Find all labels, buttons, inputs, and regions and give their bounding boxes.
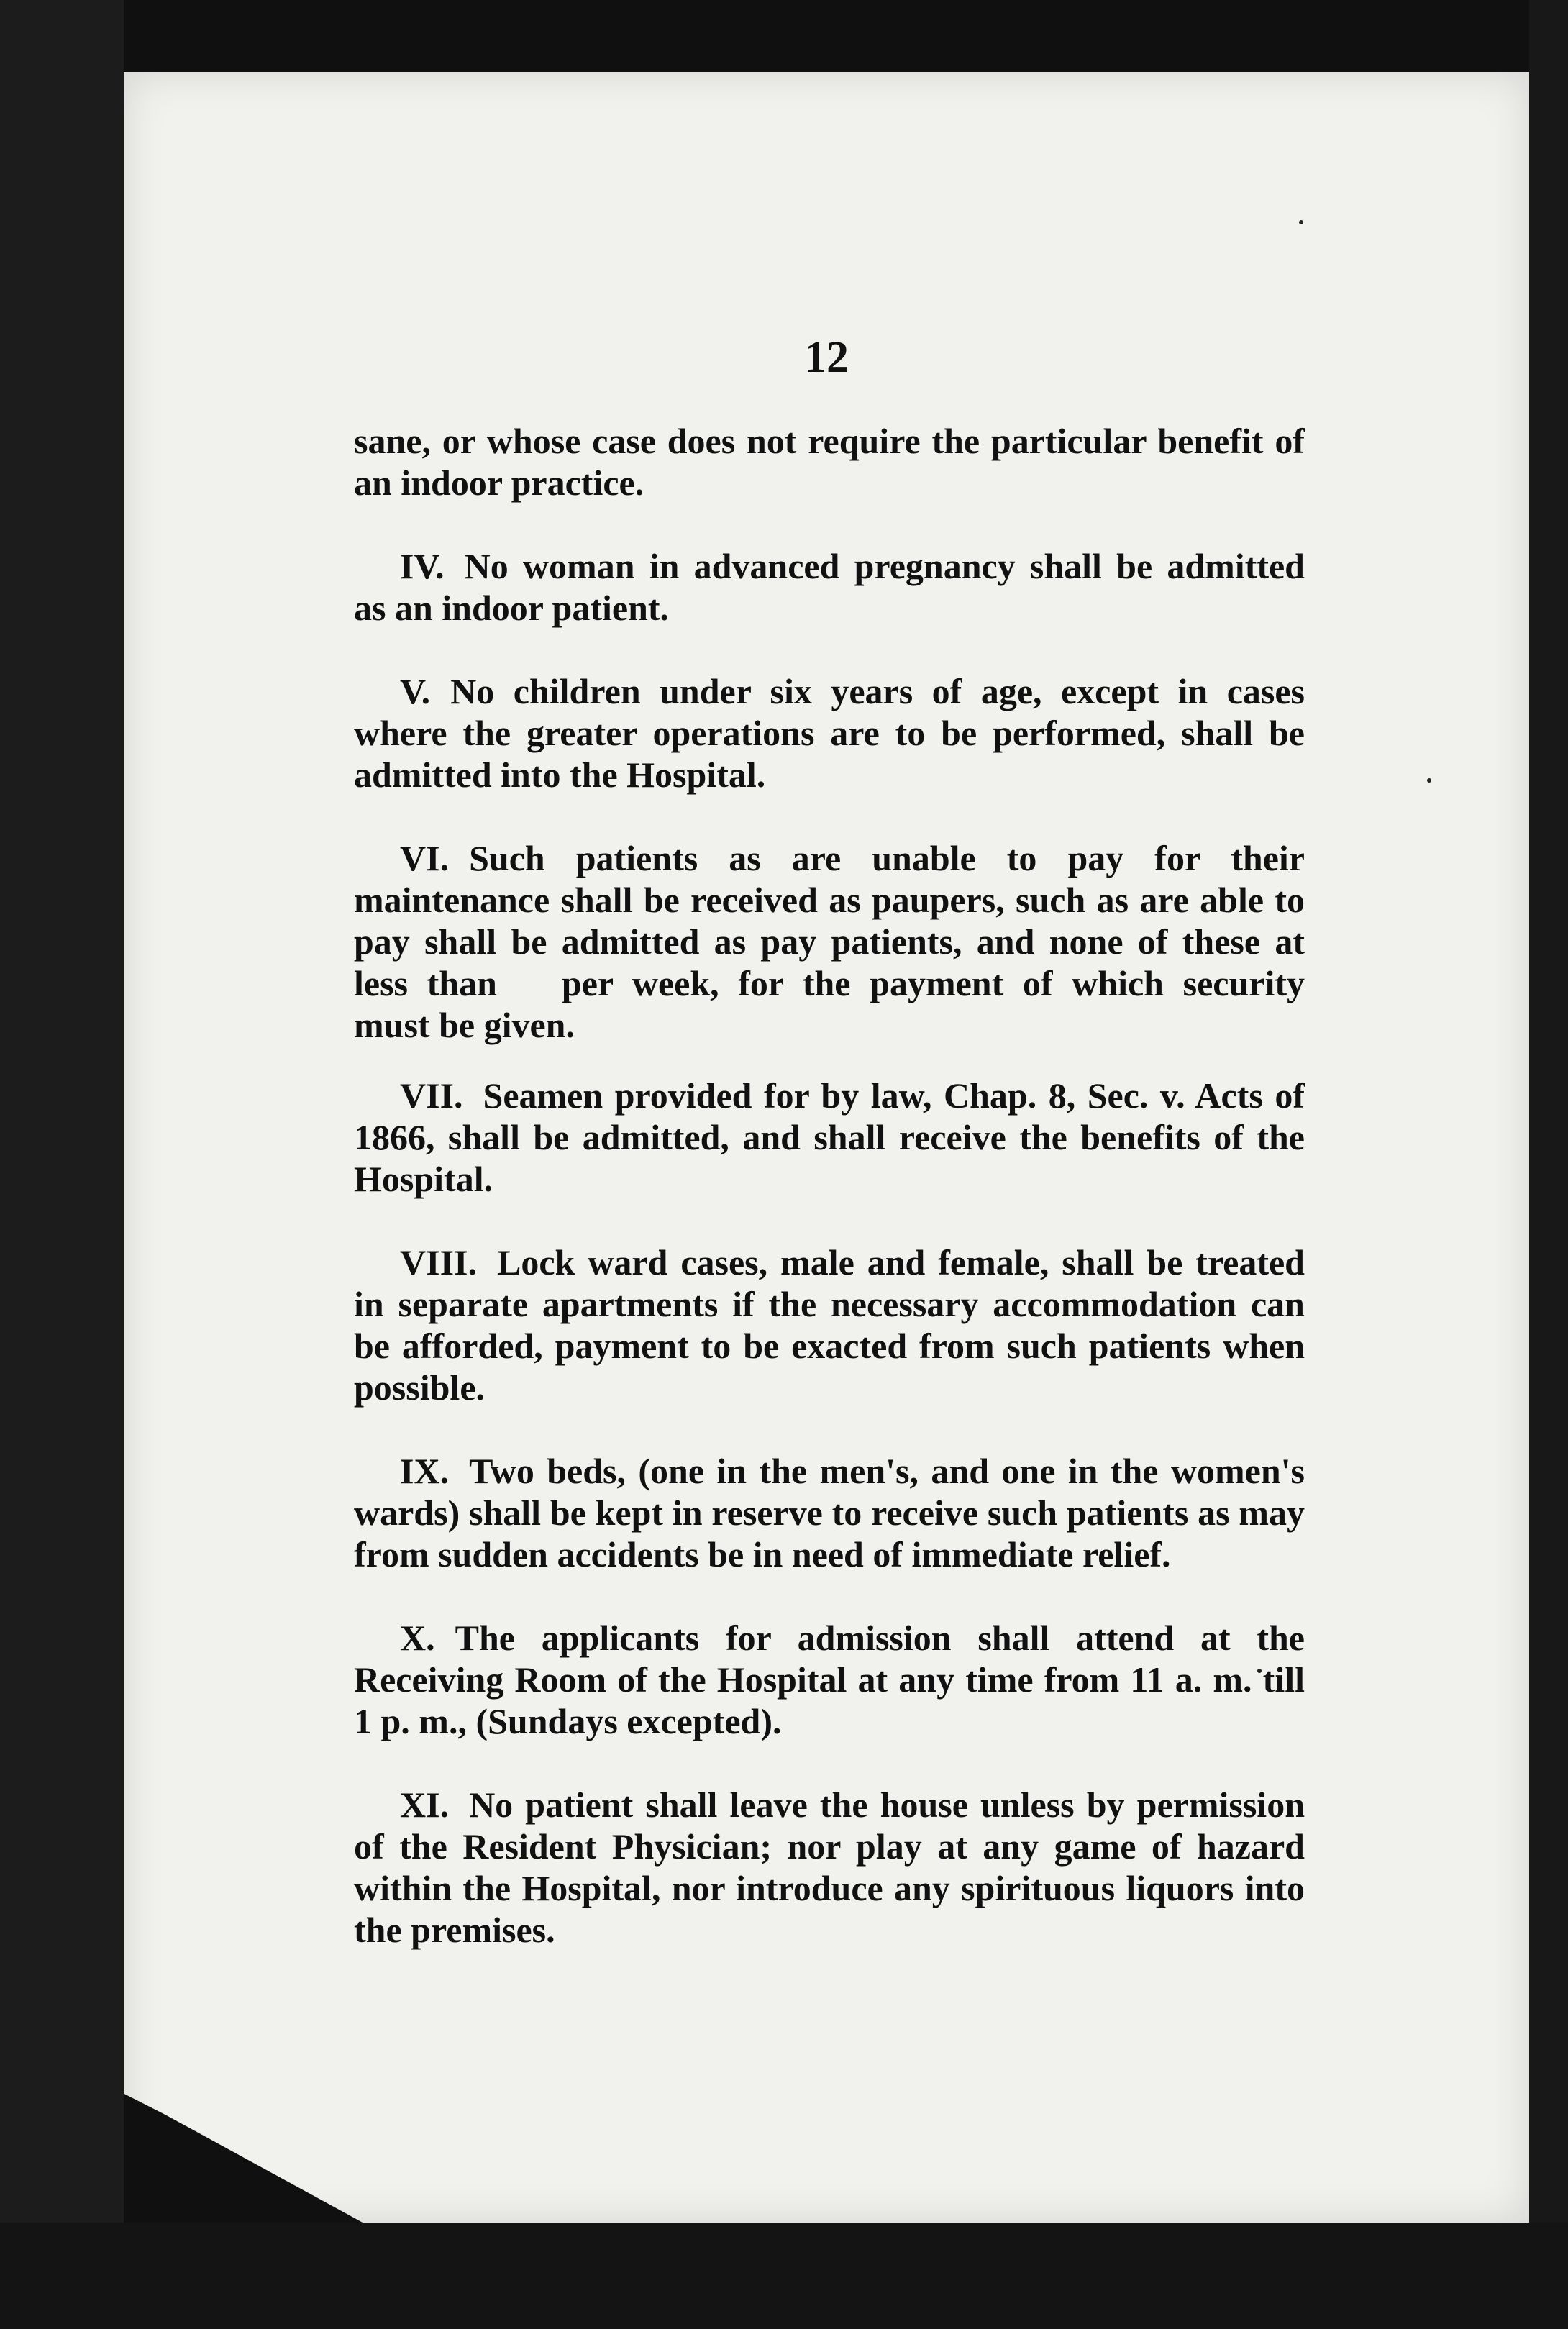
scan-background-right bbox=[1529, 0, 1568, 2329]
rule-number: X. bbox=[400, 1618, 435, 1658]
rule-number: XI. bbox=[400, 1785, 450, 1825]
paragraph-text-after-blank: per week, for the payment of which security must be given. bbox=[354, 963, 1305, 1045]
rule-number: VII. bbox=[400, 1075, 463, 1116]
paragraph-text-before-blank: Such patients as are unable to pay for their maintenance shall be received as paupers, such as are able to pay shall be admitted as pay patients, and none of these at less than bbox=[354, 838, 1305, 1003]
scan-background-bottom bbox=[0, 2223, 1568, 2329]
paragraph-text: No woman in advanced pregnancy shall be admitted as an indoor patient. bbox=[354, 546, 1305, 628]
rule-number: IV. bbox=[400, 546, 445, 586]
paragraph-rule-vi bbox=[354, 837, 1305, 1046]
rules-text bbox=[354, 420, 1305, 1992]
ink-speck bbox=[1427, 778, 1431, 783]
ink-speck bbox=[1299, 220, 1303, 224]
paragraph-text: The applicants for admission shall attend at the Receiving Room of the Hospital at any time from 11 a. m. till 1 p. m., (Sundays excepted). bbox=[354, 1618, 1305, 1741]
rule-number: VI. bbox=[400, 838, 450, 878]
paragraph-text: Two beds, (one in the men's, and one in the women's wards) shall be kept in reserve to receive such patients as may from sudden accidents be in need of immediate relief. bbox=[354, 1451, 1305, 1574]
paragraph-rule-viii bbox=[354, 1241, 1305, 1408]
paragraph-rule-x bbox=[354, 1617, 1305, 1742]
paragraph-rule-xi bbox=[354, 1784, 1305, 1951]
paragraph-rule-v bbox=[354, 670, 1305, 796]
paragraph-text: No children under six years of age, except in cases where the greater operations are to be performed, shall be admitted into the Hospital. bbox=[354, 671, 1305, 795]
page-number: 12 bbox=[804, 333, 849, 382]
rule-number: V. bbox=[400, 671, 431, 711]
rule-number: IX. bbox=[400, 1451, 450, 1491]
paragraph-text: sane, or whose case does not require the particular benefit of an indoor practice. bbox=[354, 421, 1305, 503]
paragraph-text: No patient shall leave the house unless by permission of the Resident Physician; nor play at any game of hazard within the Hospital, nor introduce any spirituous liquors into the premises. bbox=[354, 1785, 1305, 1950]
paragraph-text: Lock ward cases, male and female, shall be treated in separate apartments if the necessary accommodation can be afforded, payment to be exacted from such patients when possible. bbox=[354, 1242, 1305, 1408]
paragraph-text: Seamen provided for by law, Chap. 8, Sec. v. Acts of 1866, shall be admitted, and shall receive the benefits of the Hospital. bbox=[354, 1075, 1305, 1199]
paragraph-continuation bbox=[354, 420, 1305, 503]
paragraph-rule-vii bbox=[354, 1075, 1305, 1200]
paragraph-rule-iv bbox=[354, 545, 1305, 629]
rule-number: VIII. bbox=[400, 1242, 477, 1282]
scan-background-left bbox=[0, 0, 124, 2329]
paragraph-rule-ix bbox=[354, 1450, 1305, 1575]
